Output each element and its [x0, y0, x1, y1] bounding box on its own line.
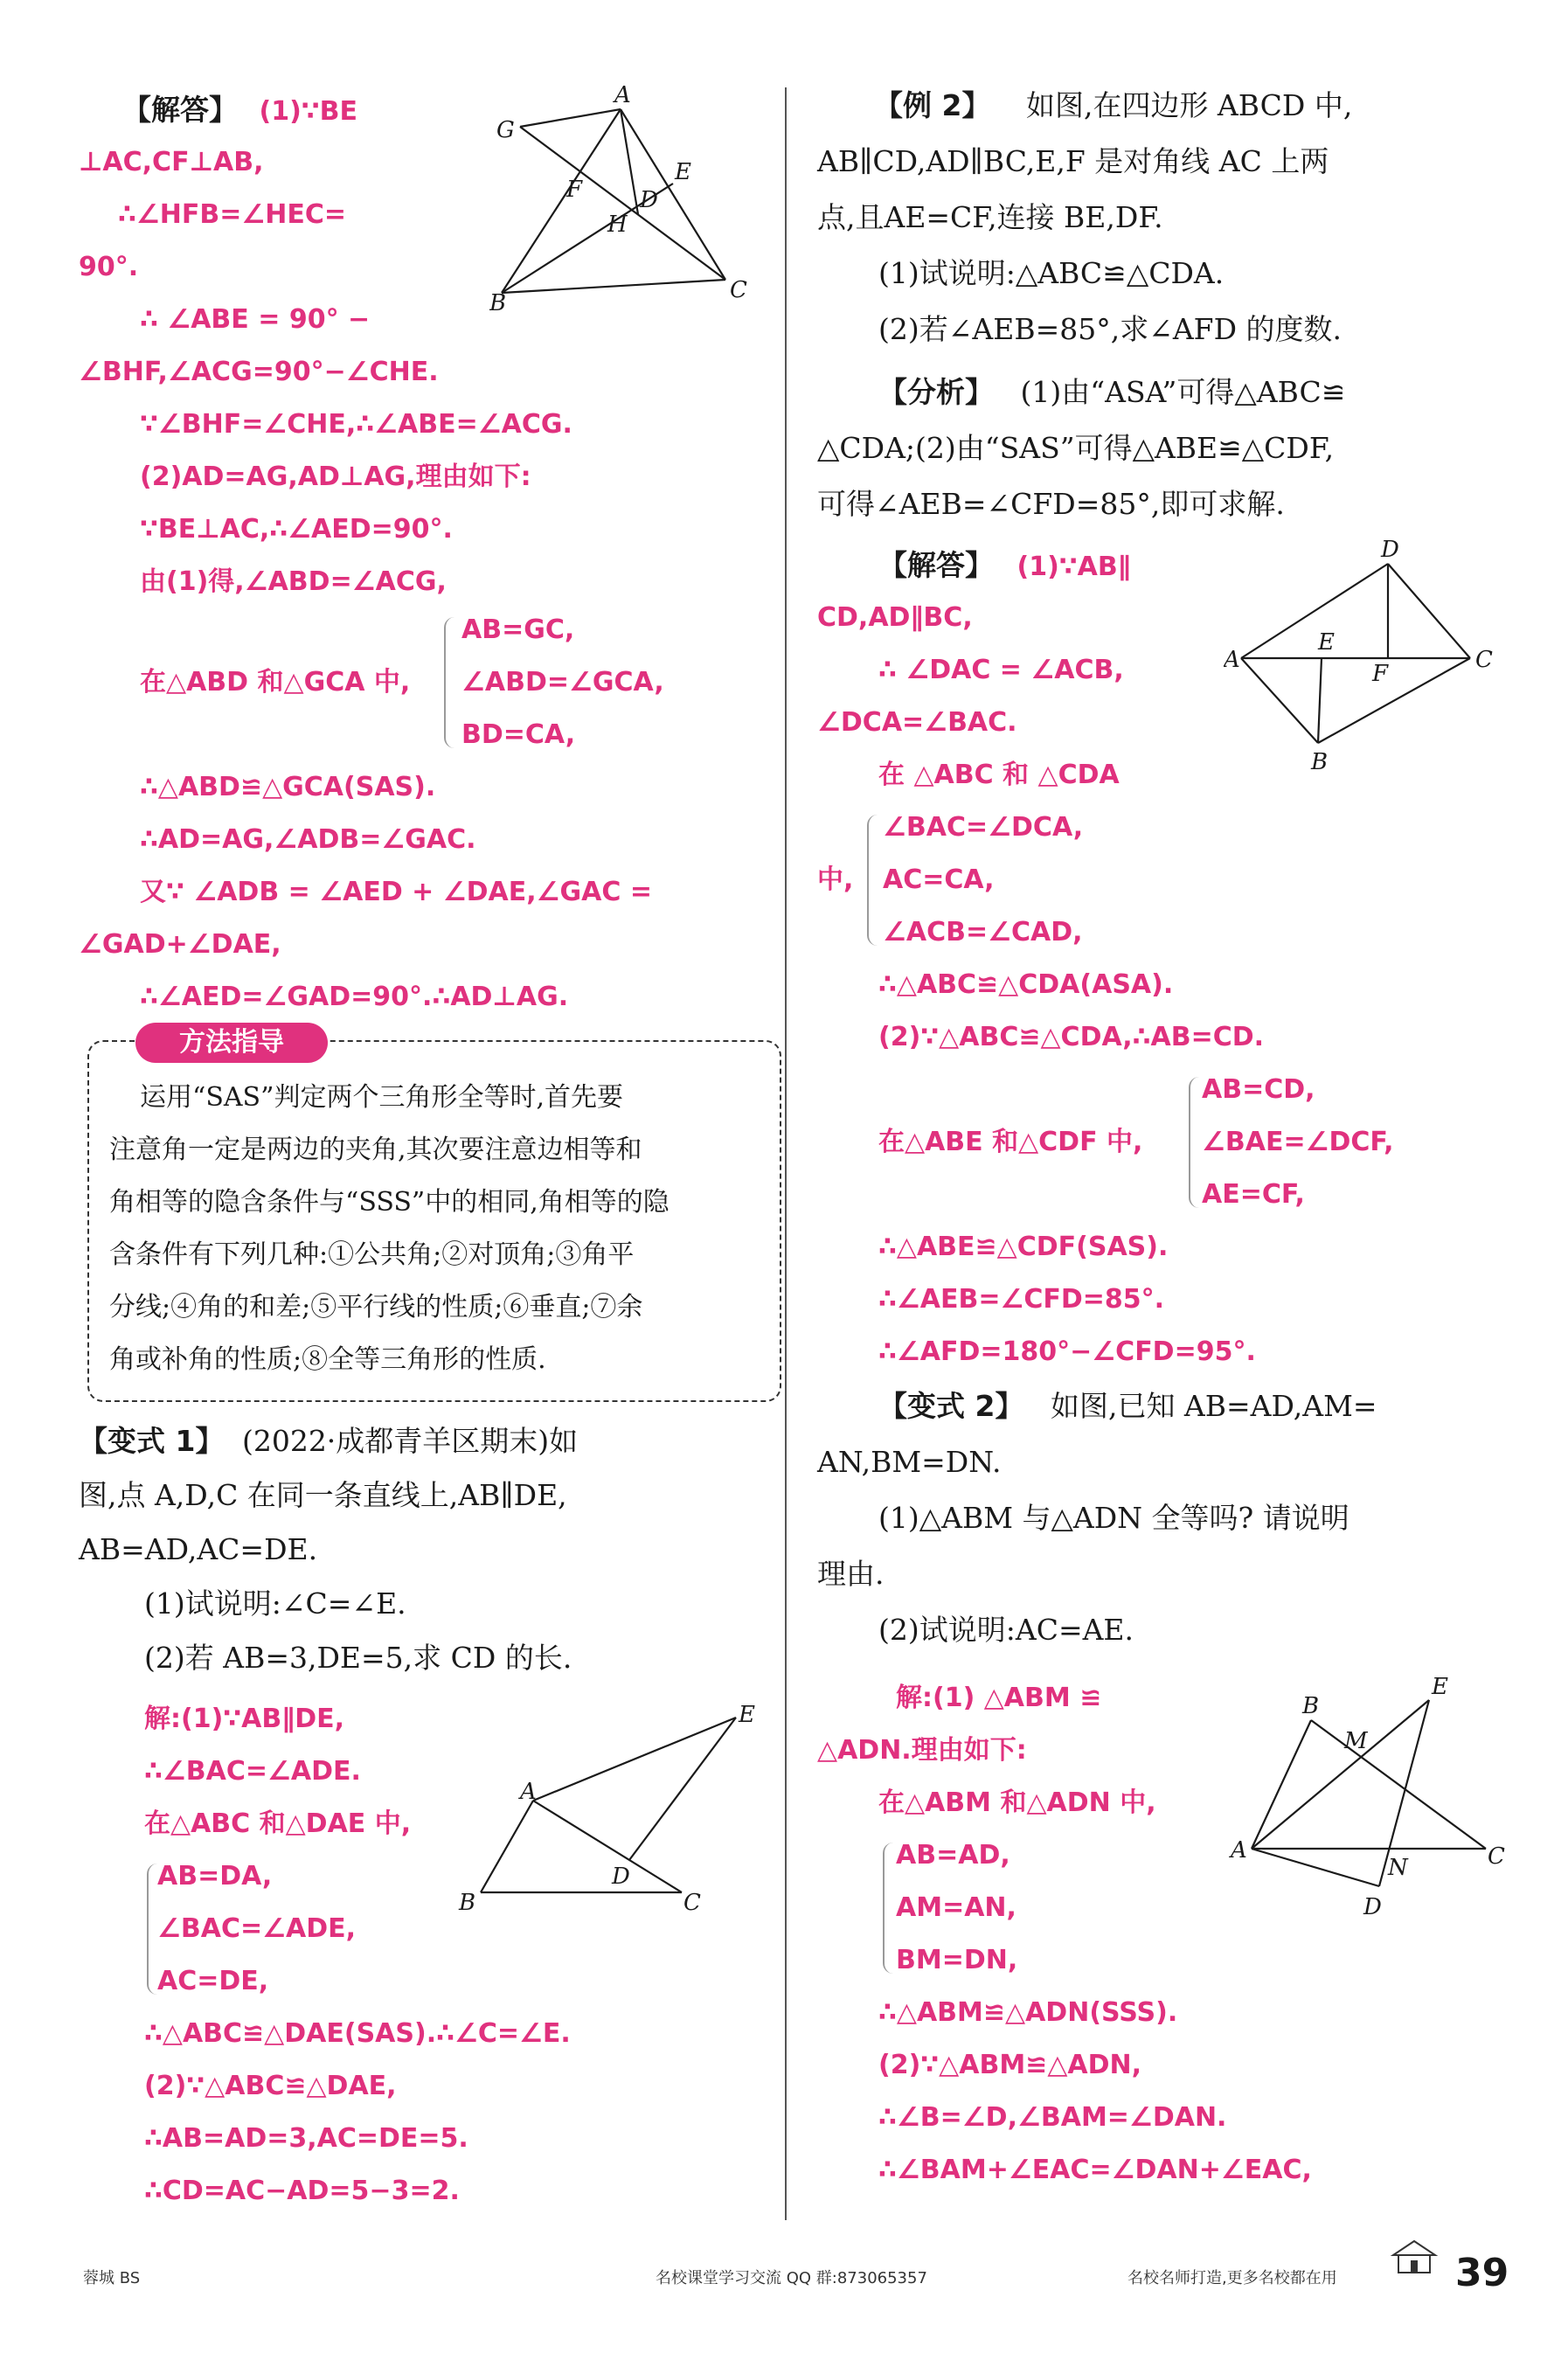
answer-line: BD=CA, — [461, 719, 576, 750]
variant2-solution-line: 解:(1) △ABM ≌ — [896, 1683, 1102, 1713]
example2-line: (1)试说明:△ABC≌△CDA. — [878, 256, 1225, 290]
label-F: F — [566, 177, 583, 203]
variant2-solution-line: AM=AN, — [896, 1892, 1016, 1923]
label-H: H — [607, 212, 628, 238]
variant2-solution-line: ∴∠BAM+∠EAC=∠DAN+∠EAC, — [878, 2155, 1312, 2185]
variant2-line: 理由. — [817, 1557, 885, 1591]
method-guide-badge: 方法指导 — [135, 1023, 328, 1063]
label-B: B — [1302, 1693, 1320, 1719]
answer-line: ∴∠HFB=∠HEC= — [118, 199, 347, 230]
analysis: 【分析】 (1)由“ASA”可得△ABC≌ — [878, 375, 1346, 409]
variant2-solution-line: ∴∠B=∠D,∠BAM=∠DAN. — [878, 2102, 1227, 2133]
label-E: E — [1432, 1674, 1448, 1700]
label-E: E — [739, 1702, 755, 1728]
answer-line: ∴∠AED=∠GAD=90°.∴AD⊥AG. — [140, 982, 569, 1012]
label-C: C — [683, 1890, 701, 1916]
example2-line: AB∥CD,AD∥BC,E,F 是对角线 AC 上两 — [817, 144, 1329, 178]
variant2-solution-line: AB=AD, — [896, 1840, 1010, 1871]
example2-solution-line: ∠BAE=∠DCF, — [1202, 1127, 1394, 1157]
variant1-solution-line: 在△ABC 和△DAE 中, — [144, 1808, 412, 1839]
example2-solution-line: AC=CA, — [883, 864, 995, 895]
analysis-line: 可得∠AEB=∠CFD=85°,即可求解. — [817, 487, 1285, 521]
label-M: M — [1344, 1728, 1368, 1754]
variant2-line: (2)试说明:AC=AE. — [878, 1613, 1134, 1647]
variant1-solution-line: AB=DA, — [157, 1861, 273, 1891]
label-B: B — [459, 1890, 476, 1916]
footer-right: 名校名师打造,更多名校都在用 — [1127, 2269, 1337, 2287]
example2-solution-line: AE=CF, — [1202, 1179, 1305, 1210]
variant1-solution-line: ∴△ABC≌△DAE(SAS).∴∠C=∠E. — [144, 2018, 571, 2049]
label-D: D — [1381, 538, 1399, 563]
example2-solution-line: ∠BAC=∠DCA, — [883, 812, 1084, 843]
example2-solution-line: ∠ACB=∠CAD, — [883, 917, 1083, 947]
label-E: E — [675, 159, 691, 185]
variant2-solution-line: ∴△ABM≌△ADN(SSS). — [878, 1997, 1178, 2028]
answer-label: 【解答】 (1)∵BE — [122, 93, 358, 127]
answer-line: (2)AD=AG,AD⊥AG,理由如下: — [140, 462, 531, 492]
method-line: 分线;④角的和差;⑤平行线的性质;⑥垂直;⑦余 — [109, 1292, 643, 1322]
brace — [883, 1843, 897, 1974]
label-G: G — [496, 117, 515, 143]
example2-solution-line: ∴△ABC≌△CDA(ASA). — [878, 969, 1174, 1000]
variant1-solution-line: AC=DE, — [157, 1966, 269, 1996]
example2-solution-line: AB=CD, — [1202, 1074, 1315, 1105]
answer-line: ∵BE⊥AC,∴∠AED=90°. — [140, 514, 453, 545]
label-A: A — [520, 1779, 537, 1805]
example2-solution-line: ∴∠AFD=180°−∠CFD=95°. — [878, 1336, 1256, 1367]
example2-solution-line: ∠DCA=∠BAC. — [817, 707, 1017, 738]
variant1-line: (2)若 AB=3,DE=5,求 CD 的长. — [144, 1641, 572, 1675]
answer-line: AB=GC, — [461, 614, 575, 645]
brace — [867, 815, 881, 946]
variant2-solution-line: BM=DN, — [896, 1945, 1018, 1975]
example2-line: (2)若∠AEB=85°,求∠AFD 的度数. — [878, 312, 1343, 346]
method-line: 含条件有下列几种:①公共角;②对顶角;③角平 — [109, 1239, 635, 1270]
variant1-solution-line: ∴∠BAC=∠ADE. — [144, 1756, 361, 1787]
variant2-heading: 【变式 2】 如图,已知 AB=AD,AM= — [878, 1389, 1377, 1423]
example2-solution-line: (2)∵△ABC≌△CDA,∴AB=CD. — [878, 1022, 1265, 1052]
variant1-line: AB=AD,AC=DE. — [79, 1532, 318, 1566]
method-line: 运用“SAS”判定两个三角形全等时,首先要 — [140, 1082, 623, 1113]
brace — [1189, 1077, 1203, 1208]
example2-solution-line: 在△ABE 和△CDF 中, — [878, 1127, 1143, 1157]
answer-line: ∠BHF,∠ACG=90°−∠CHE. — [79, 357, 439, 387]
method-line: 角或补角的性质;⑧全等三角形的性质. — [109, 1344, 546, 1375]
label-N: N — [1388, 1855, 1408, 1881]
label-C: C — [1475, 647, 1493, 673]
variant1-line: 图,点 A,D,C 在同一条直线上,AB∥DE, — [79, 1478, 567, 1512]
variant1-solution-line: ∴CD=AC−AD=5−3=2. — [144, 2176, 460, 2206]
figure-variant2 — [1224, 1661, 1521, 1923]
label-D: D — [612, 1864, 630, 1890]
footer-center: 名校课堂学习交流 QQ 群:873065357 — [656, 2269, 927, 2287]
example2-answer: 【解答】 (1)∵AB∥ — [878, 548, 1131, 582]
label-F: F — [1372, 661, 1389, 687]
label-B: B — [1311, 749, 1329, 775]
answer-line: ∴ ∠ABE = 90° − — [140, 304, 371, 335]
variant1-heading: 【变式 1】 (2022·成都青羊区期末)如 — [79, 1424, 579, 1458]
example2-solution-line: ∴ ∠DAC = ∠ACB, — [878, 655, 1124, 685]
answer-line: ∴AD=AG,∠ADB=∠GAC. — [140, 824, 476, 855]
variant1-solution-line: 解:(1)∵AB∥DE, — [144, 1704, 345, 1734]
publisher-logo-icon — [1388, 2238, 1440, 2281]
label-A: A — [614, 83, 631, 108]
label-D: D — [640, 187, 658, 213]
example2-solution-line: 中, — [817, 864, 854, 895]
answer-line: ∠GAD+∠DAE, — [79, 929, 281, 960]
label-B: B — [489, 290, 507, 316]
figure-parallelogram — [1224, 538, 1512, 782]
answer-line: 又∵ ∠ADB = ∠AED + ∠DAE,∠GAC = — [140, 877, 652, 907]
answer-line: 由(1)得,∠ABD=∠ACG, — [140, 566, 447, 597]
label-C: C — [1488, 1843, 1505, 1870]
example2-heading: 【例 2】 如图,在四边形 ABCD 中, — [874, 88, 1353, 122]
example2-solution-line: ∴△ABE≌△CDF(SAS). — [878, 1232, 1169, 1262]
brace — [444, 617, 458, 748]
label-D: D — [1363, 1894, 1382, 1920]
variant2-solution-line: 在△ABM 和△ADN 中, — [878, 1787, 1156, 1818]
variant1-solution-line: ∠BAC=∠ADE, — [157, 1913, 357, 1944]
example2-line: 点,且AE=CF,连接 BE,DF. — [817, 200, 1163, 234]
answer-line: ∵∠BHF=∠CHE,∴∠ABE=∠ACG. — [140, 409, 572, 440]
variant1-solution-line: ∴AB=AD=3,AC=DE=5. — [144, 2123, 468, 2154]
example2-solution-line: ∴∠AEB=∠CFD=85°. — [878, 1284, 1165, 1315]
column-divider — [785, 87, 787, 2220]
example2-solution-line: CD,AD∥BC, — [817, 602, 973, 633]
label-A: A — [1231, 1837, 1247, 1864]
method-line: 角相等的隐含条件与“SSS”中的相同,角相等的隐 — [109, 1187, 670, 1218]
answer-line: ⊥AC,CF⊥AB, — [79, 147, 264, 177]
figure-triangle-abc — [489, 83, 769, 319]
answer-line: ∴△ABD≌△GCA(SAS). — [140, 772, 436, 802]
variant2-solution-line: (2)∵△ABM≌△ADN, — [878, 2050, 1142, 2080]
variant1-line: (1)试说明:∠C=∠E. — [144, 1586, 406, 1621]
label-E: E — [1318, 629, 1335, 656]
variant1-solution-line: (2)∵△ABC≌△DAE, — [144, 2071, 397, 2101]
label-A: A — [1224, 647, 1240, 673]
footer-left: 蓉城 BS — [83, 2269, 141, 2287]
example2-solution-line: 在 △ABC 和 △CDA — [878, 760, 1120, 790]
variant2-line: (1)△ABM 与△ADN 全等吗? 请说明 — [878, 1501, 1349, 1535]
answer-line: ∠ABD=∠GCA, — [461, 667, 664, 698]
method-line: 注意角一定是两边的夹角,其次要注意边相等和 — [109, 1135, 642, 1165]
answer-line: 在△ABD 和△GCA 中, — [140, 667, 411, 698]
label-C: C — [730, 277, 747, 303]
analysis-line: △CDA;(2)由“SAS”可得△ABE≌△CDF, — [817, 431, 1335, 465]
figure-variant1 — [454, 1696, 769, 1923]
variant2-solution-line: △ADN.理由如下: — [817, 1735, 1027, 1766]
page-number: 39 — [1455, 2251, 1509, 2295]
variant2-line: AN,BM=DN. — [817, 1445, 1002, 1479]
answer-line: 90°. — [79, 252, 139, 282]
